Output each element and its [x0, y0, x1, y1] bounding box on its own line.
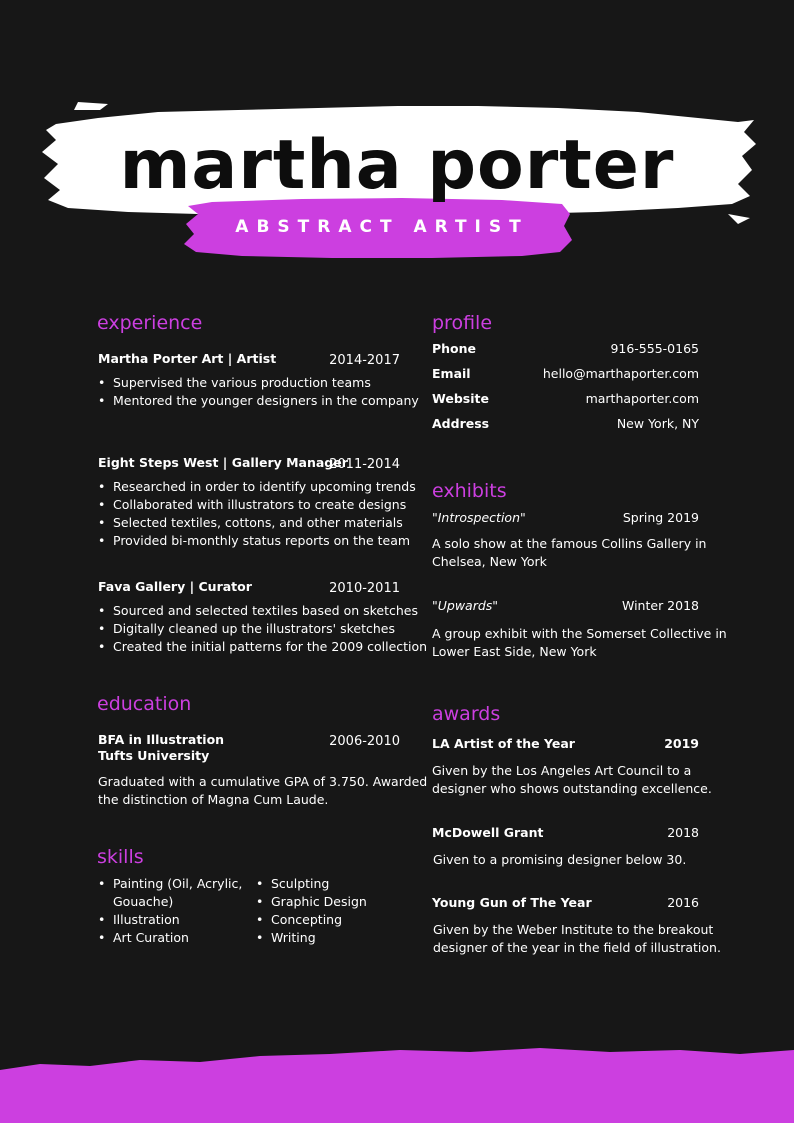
- list-item: • Created the initial patterns for the 2009 collection: [98, 638, 427, 656]
- list-item: • Painting (Oil, Acrylic,: [98, 875, 242, 893]
- job-1-years: 2014-2017: [329, 353, 400, 368]
- job-1-heading: Martha Porter Art | Artist: [98, 351, 277, 366]
- profile-email: Email hello@marthaporter.com: [432, 366, 699, 381]
- education-school: Tufts University: [98, 748, 210, 763]
- education-degree: BFA in Illustration: [98, 732, 225, 747]
- job-2-heading: Eight Steps West | Gallery Manager: [98, 455, 348, 470]
- education-title: education: [97, 693, 192, 715]
- award-1-header: LA Artist of the Year 2019: [432, 736, 699, 751]
- exhibits-title: exhibits: [432, 480, 507, 502]
- candidate-role: ABSTRACT ARTIST: [235, 217, 529, 237]
- list-item: • Researched in order to identify upcoming trends: [98, 478, 416, 496]
- footer-purple-brush: [0, 1040, 794, 1123]
- job-3-heading: Fava Gallery | Curator: [98, 579, 252, 594]
- list-item: • Digitally cleaned up the illustrators' sketches: [98, 620, 427, 638]
- profile-phone: Phone 916-555-0165: [432, 341, 699, 356]
- job-2-bullets: [98, 478, 416, 550]
- experience-title: experience: [97, 312, 203, 334]
- list-item: Gouache): [113, 894, 174, 909]
- award-2-header: McDowell Grant 2018: [432, 825, 699, 840]
- list-item: • Sculpting: [256, 875, 367, 893]
- award-3-description: Given by the Weber Institute to the breakout designer of the year in the field of illustration.: [433, 922, 721, 955]
- awards-title: awards: [432, 703, 501, 725]
- list-item: • Provided bi-monthly status reports on the team: [98, 532, 416, 550]
- list-item: • Writing: [256, 929, 367, 947]
- exhibit-1-header: "Introspection" Spring 2019: [432, 510, 699, 525]
- list-item: • Selected textiles, cottons, and other materials: [98, 514, 416, 532]
- candidate-name: martha porter: [119, 126, 675, 205]
- list-item: • Mentored the younger designers in the company: [98, 392, 419, 410]
- exhibit-1-description: A solo show at the famous Collins Gallery in Chelsea, New York: [432, 536, 707, 569]
- profile-title: profile: [432, 312, 493, 334]
- award-3-header: Young Gun of The Year 2016: [432, 895, 699, 910]
- job-3-bullets: [98, 602, 427, 656]
- list-item: • Art Curation: [98, 929, 242, 947]
- skills-title: skills: [97, 846, 144, 868]
- profile-address: Address New York, NY: [432, 416, 699, 431]
- exhibit-2-header: "Upwards" Winter 2018: [432, 598, 699, 613]
- education-description: Graduated with a cumulative GPA of 3.750. Awarded the distinction of Magna Cum Laude.: [98, 774, 428, 807]
- profile-website: Website marthaporter.com: [432, 391, 699, 406]
- list-item: • Concepting: [256, 911, 367, 929]
- list-item: • Illustration: [98, 911, 242, 929]
- award-1-description: Given by the Los Angeles Art Council to a designer who shows outstanding excellence.: [432, 763, 712, 796]
- list-item: • Graphic Design: [256, 893, 367, 911]
- skills-col-2: [256, 875, 367, 947]
- job-1-bullets: [98, 374, 419, 410]
- exhibit-2-description: A group exhibit with the Somerset Collective in Lower East Side, New York: [432, 626, 727, 659]
- education-years: 2006-2010: [329, 734, 400, 749]
- award-2-description: Given to a promising designer below 30.: [433, 852, 687, 867]
- list-item: • Collaborated with illustrators to create designs: [98, 496, 416, 514]
- job-2-years: 2011-2014: [329, 457, 400, 472]
- list-item: • Supervised the various production teams: [98, 374, 419, 392]
- job-3-years: 2010-2011: [329, 581, 400, 596]
- skills-col-1: [98, 875, 242, 947]
- list-item: • Sourced and selected textiles based on sketches: [98, 602, 427, 620]
